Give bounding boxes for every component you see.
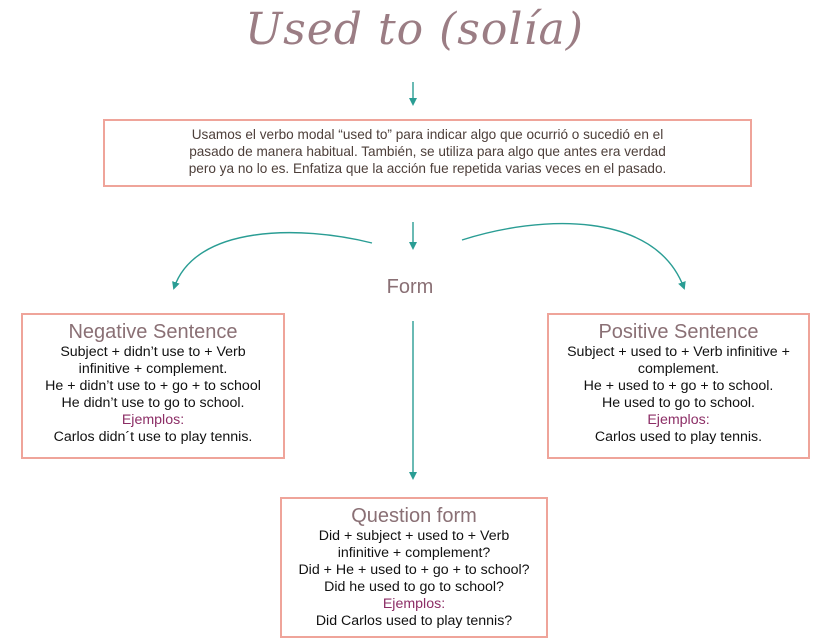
question-line: Did + subject + used to + Verb [318, 528, 510, 544]
negative-example: Carlos didn´t use to play tennis. [53, 429, 253, 445]
form-label: Form [386, 276, 434, 298]
question-line: infinitive + complement? [337, 545, 491, 561]
positive-heading: Positive Sentence [598, 321, 759, 343]
question-examples-label: Ejemplos: [382, 596, 446, 612]
intro-box [103, 119, 752, 187]
intro-line: pasado de manera habitual. También, se utiliza para algo que antes era verdad [189, 144, 666, 159]
negative-line: He didn’t use to go to school. [61, 395, 245, 411]
arrow-form-to-negative [174, 233, 372, 288]
negative-line: Subject + didn’t use to + Verb [60, 344, 246, 360]
positive-line: He used to go to school. [601, 395, 755, 411]
intro-line: pero ya no lo es. Enfatiza que la acción fue repetida varias veces en el pasado. [188, 161, 667, 176]
negative-examples-label: Ejemplos: [121, 412, 185, 428]
positive-line: complement. [637, 361, 720, 377]
positive-line: He + used to + go + to school. [583, 378, 774, 394]
question-form-box [280, 497, 548, 638]
positive-line: Subject + used to + Verb infinitive + [567, 344, 790, 360]
question-example: Did Carlos used to play tennis? [315, 613, 513, 629]
negative-line: infinitive + complement. [78, 361, 228, 377]
negative-sentence-box [21, 313, 285, 459]
positive-sentence-box [547, 313, 810, 459]
negative-line: He + didn’t use to + go + to school [45, 378, 261, 394]
question-line: Did he used to go to school? [324, 579, 504, 595]
question-line: Did + He + used to + go + to school? [298, 562, 530, 578]
page-title: Used to (solía) [245, 4, 584, 55]
positive-example: Carlos used to play tennis. [594, 429, 763, 445]
negative-heading: Negative Sentence [68, 321, 238, 343]
positive-examples-label: Ejemplos: [647, 412, 710, 428]
intro-line: Usamos el verbo modal “used to” para indicar algo que ocurrió o sucedió en el [191, 127, 664, 142]
arrow-form-to-positive [462, 224, 684, 288]
question-heading: Question form [351, 505, 477, 527]
